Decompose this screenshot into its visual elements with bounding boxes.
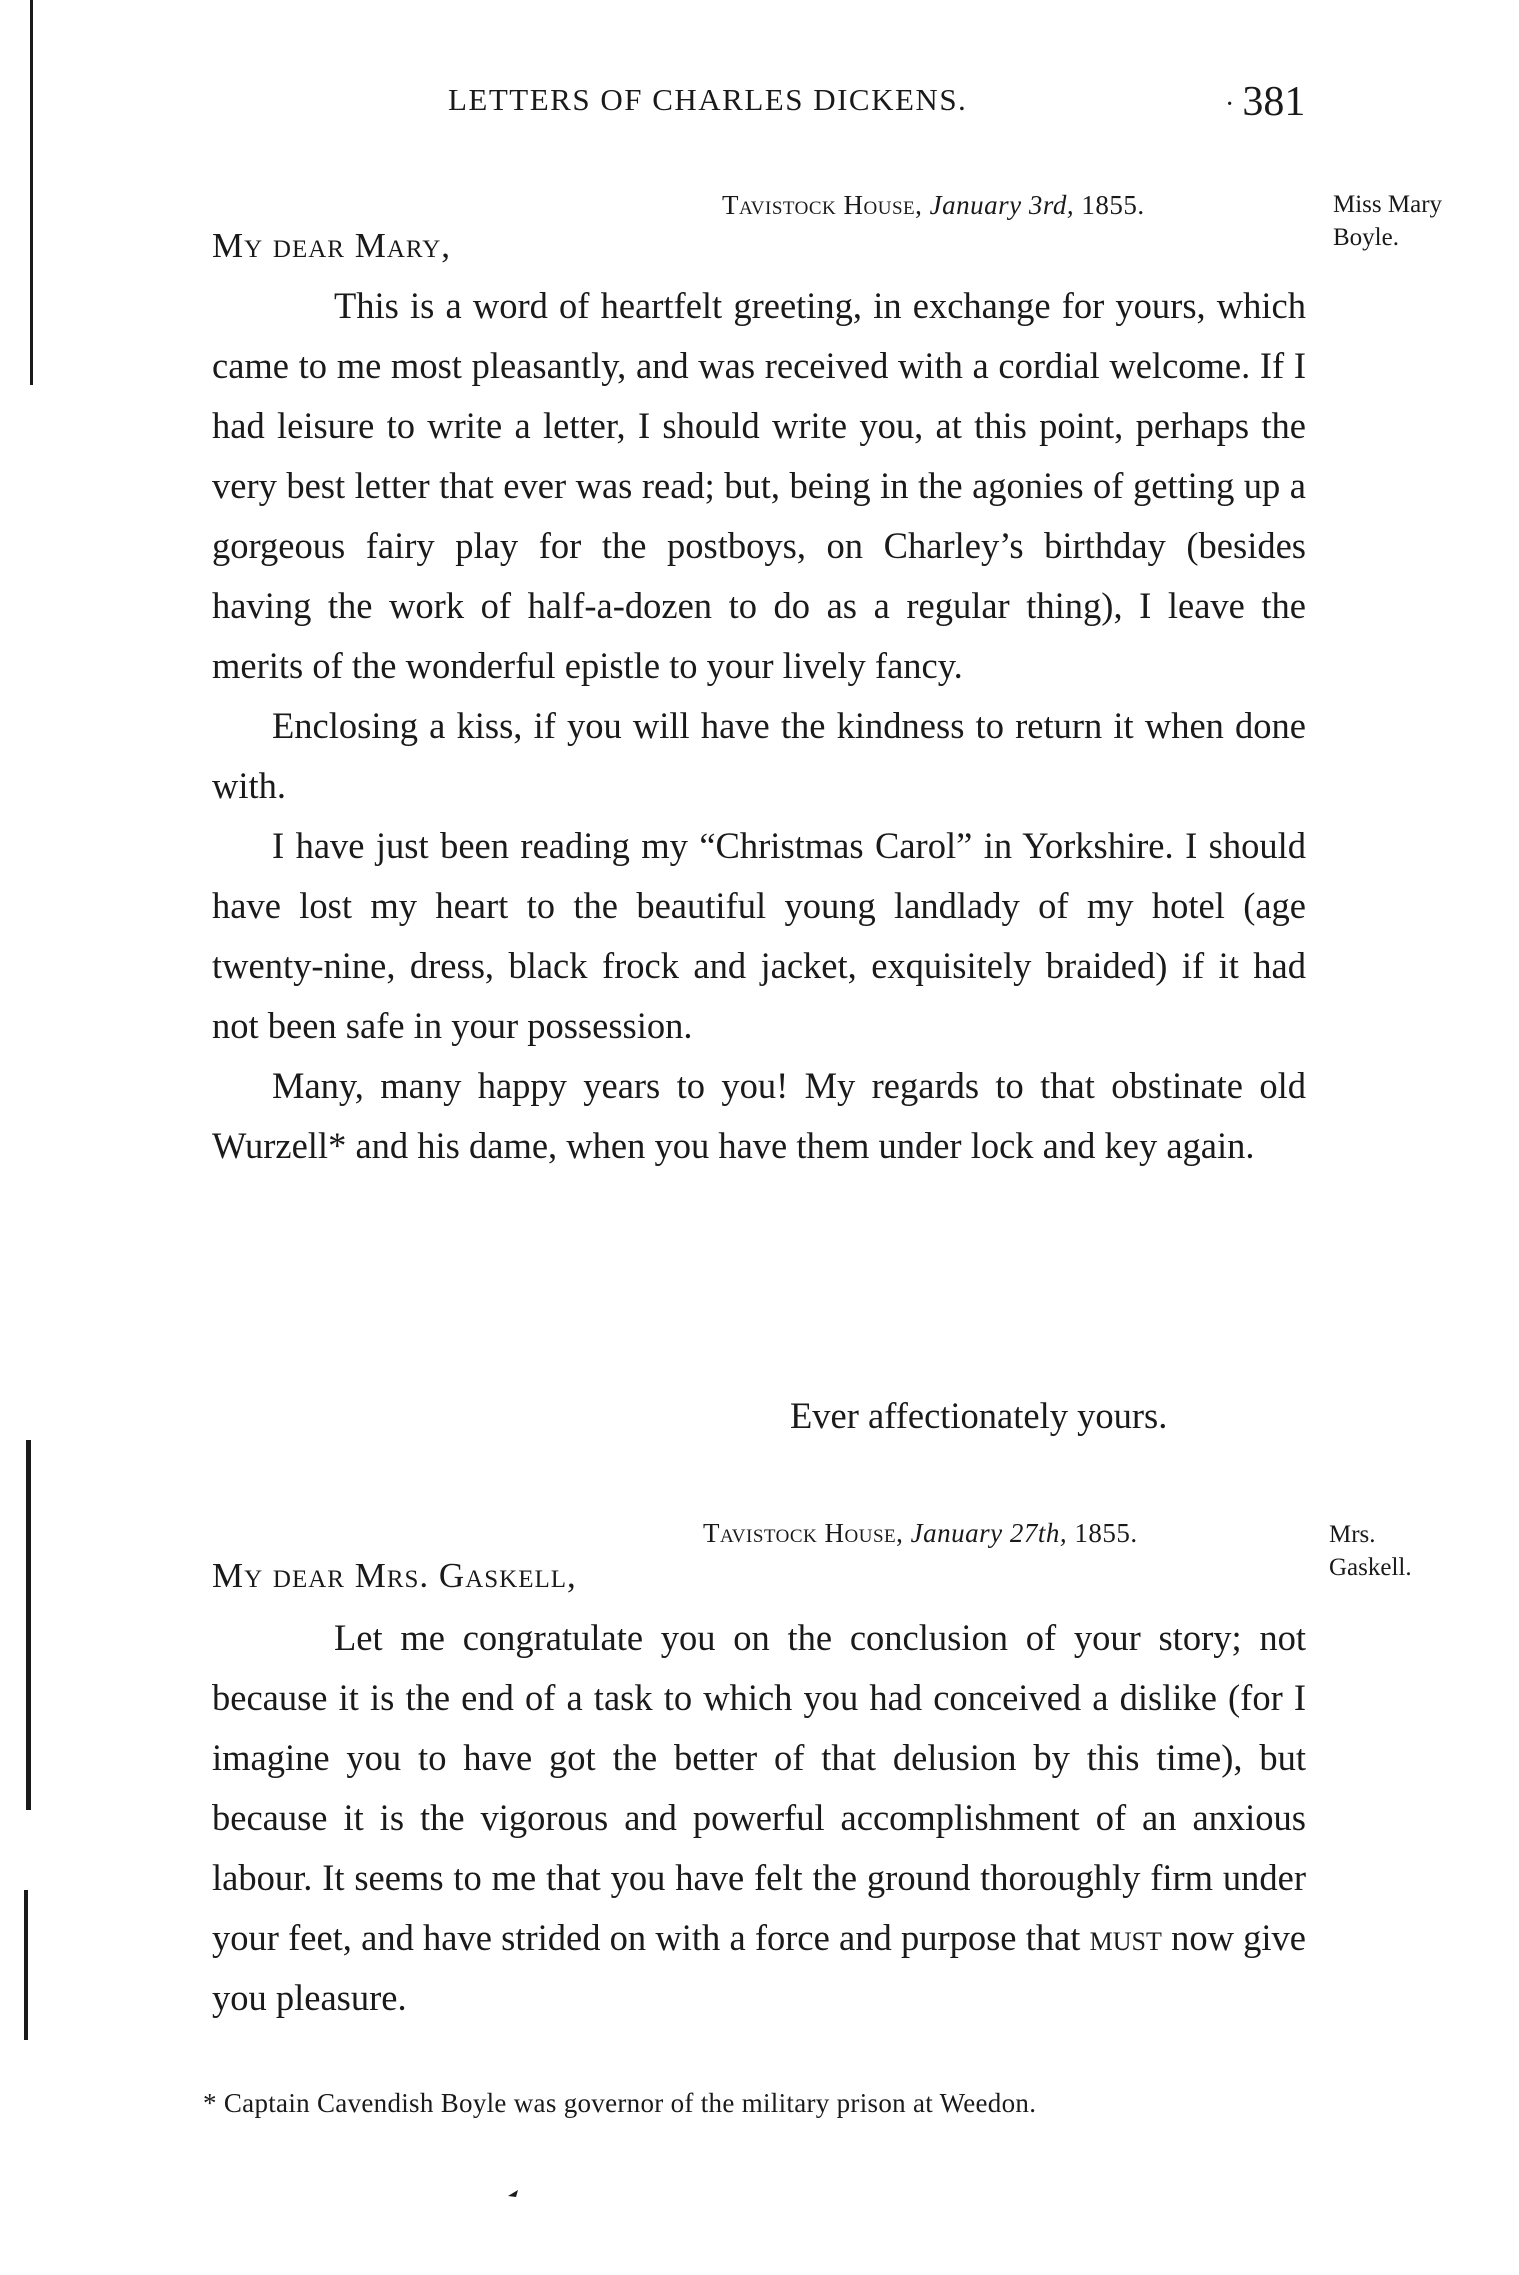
- letter-1-paragraph-1: This is a word of heartfelt greeting, in exchange for yours, which came to me most pleasantly, and was received with a cordial welcome. If I had leisure to write a letter, I should write you, at this point, perhaps the very best letter that ever was read; but, being in the agonies of getting up a gorgeous fairy play for the postboys, on Charley’s birthday (besides having the work of half-a-dozen to do as a regular thing), I leave the merits of the wonderful epistle to your lively fancy.: [212, 285, 1306, 686]
- letter-2-date: January 27th,: [910, 1518, 1068, 1548]
- letter-2-body: [212, 1608, 1306, 2028]
- footnote: * Captain Cavendish Boyle was governor of the military prison at Weedon.: [203, 2088, 1037, 2118]
- scan-edge-line-middle: [26, 1440, 31, 1810]
- letter-2-paragraph-1-before: Let me congratulate you on the conclusion of your story; not because it is the end of a task to which you had conceived a dislike (for I imagine you to have got the better of that delusion by this time), but because it is the vigorous and powerful accomplishment of an anxious labour. It seems to me that you have felt the ground thoroughly firm under your feet, and have strided on with a force and purpose that: [212, 1617, 1306, 1958]
- letter-2-paragraph-1: [212, 1608, 1306, 2028]
- page-number-value: 381: [1242, 79, 1306, 125]
- letter-1-date: January 3rd,: [929, 190, 1075, 220]
- letter-2-place: Tavistock House,: [703, 1518, 904, 1548]
- letter-1-paragraph-4: Many, many happy years to you! My regards to that obstinate old Wurzell* and his dame, when you have them under lock and key again.: [212, 1065, 1306, 1166]
- letter-1-paragraph-2: Enclosing a kiss, if you will have the kindness to return it when done with.: [212, 705, 1306, 806]
- letter-1-dateline: [722, 190, 1145, 221]
- page-number: [1225, 78, 1305, 126]
- letter-2-salutation: My dear Mrs. Gaskell,: [212, 1556, 577, 1595]
- letter-1-year: 1855.: [1081, 190, 1145, 220]
- letter-2-recipient-note: Mrs. Gaskell.: [1329, 1521, 1412, 1581]
- letter-2-dateline: [703, 1518, 1138, 1549]
- running-head-title: LETTERS OF CHARLES DICKENS.: [448, 82, 968, 117]
- letter-1-recipient-note: Miss Mary Boyle.: [1333, 191, 1443, 251]
- letter-2-paragraph-1-after: now give you pleasure.: [212, 1917, 1306, 2018]
- letter-1-salutation: My dear Mary,: [212, 226, 452, 265]
- letter-1-place: Tavistock House,: [722, 190, 923, 220]
- letter-2-year: 1855.: [1074, 1518, 1138, 1548]
- letter-1-closing: Ever affectionately yours.: [790, 1395, 1168, 1436]
- letter-1-body: [212, 276, 1306, 1176]
- scan-edge-line-bottom: [24, 1890, 28, 2040]
- running-head-dot: ·: [1225, 89, 1235, 121]
- letter-2-emphasis: must: [1089, 1917, 1162, 1958]
- printers-mark: [508, 2185, 520, 2195]
- letter-1-paragraph-3: I have just been reading my “Christmas Carol” in Yorkshire. I should have lost my heart to the beautiful young landlady of my hotel (age twenty-nine, dress, black frock and jacket, exquisitely braided) if it had not been safe in your possession.: [212, 825, 1306, 1046]
- scan-edge-line-top: [30, 0, 33, 385]
